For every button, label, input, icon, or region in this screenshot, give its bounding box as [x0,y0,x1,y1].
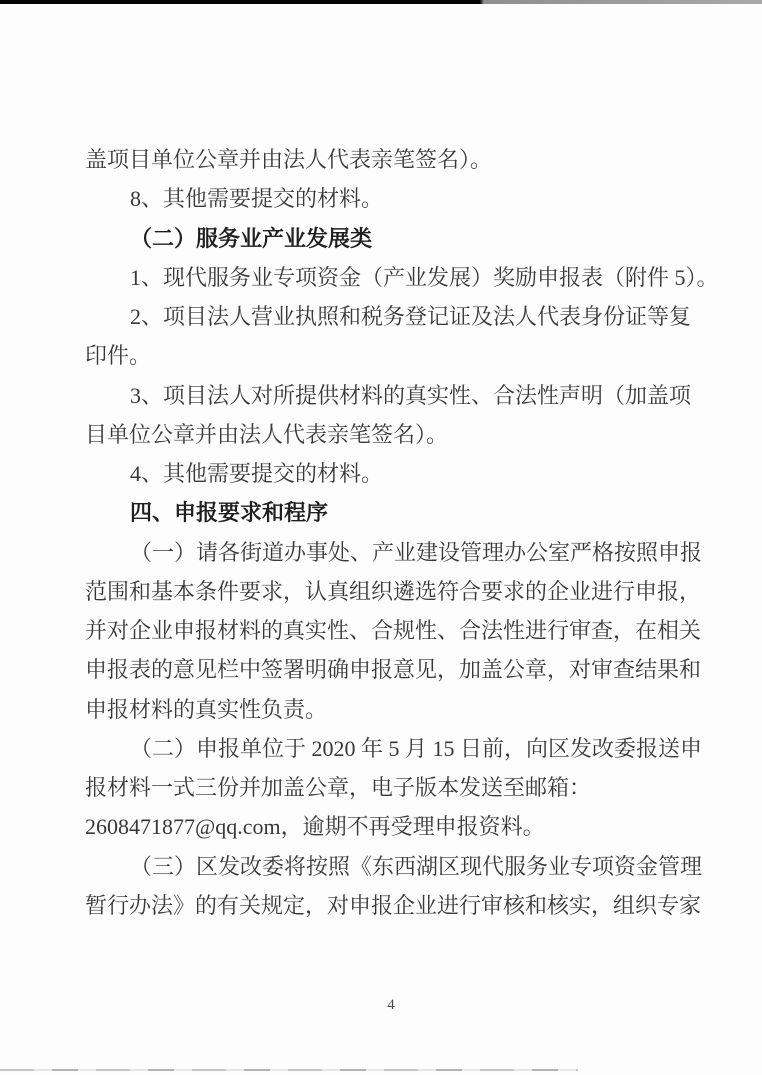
text-line: （三）区发改委将按照《东西湖区现代服务业专项资金管理 [130,853,703,879]
page-number: 4 [387,997,395,1013]
text-line: （一）请各街道办事处、产业建设管理办公室严格按照申报 [130,539,703,565]
text-line: 申报材料的真实性负责。 [85,696,328,722]
text-line: 申报表的意见栏中签署明确申报意见，加盖公章，对审查结果和 [85,657,702,683]
text-line: 1、现代服务业专项资金（产业发展）奖励申报表（附件 5）。 [130,264,719,290]
text-line: 印件。 [85,343,152,369]
text-line: 范围和基本条件要求，认真组织遴选符合要求的企业进行申报， [85,578,702,604]
document-body [85,140,719,925]
text-line: 8、其他需要提交的材料。 [130,186,384,212]
text-line: 2、项目法人营业执照和税务登记证及法人代表身份证等复 [130,304,692,329]
text-line: 4、其他需要提交的材料。 [130,461,384,486]
text-line: （二）申报单位于 2020 年 5 月 15 日前，向区发改委报送申 [130,735,703,761]
text-line: 报材料一式三份并加盖公章，电子版本发送至邮箱： [85,775,592,800]
text-line: 暂行办法》的有关规定，对申报企业进行审核和核实，组织专家 [85,892,702,918]
text-line: 并对企业申报材料的真实性、合规性、合法性进行审查，在相关 [85,618,702,643]
text-line: 3、项目法人对所提供材料的真实性、合法性声明（加盖项 [130,382,692,408]
scan-edge-artifact-top [0,0,762,4]
text-line: 目单位公章并由法人代表亲笔签名）。 [85,421,449,447]
scan-edge-artifact-bottom [0,1069,578,1071]
heading-line: 四、申报要求和程序 [130,500,329,526]
text-line: 2608471877@qq.com，逾期不再受理申报资料。 [85,814,545,840]
heading-line: （二）服务业产业发展类 [130,225,373,251]
text-line: 盖项目单位公章并由法人代表亲笔签名）。 [85,147,493,172]
